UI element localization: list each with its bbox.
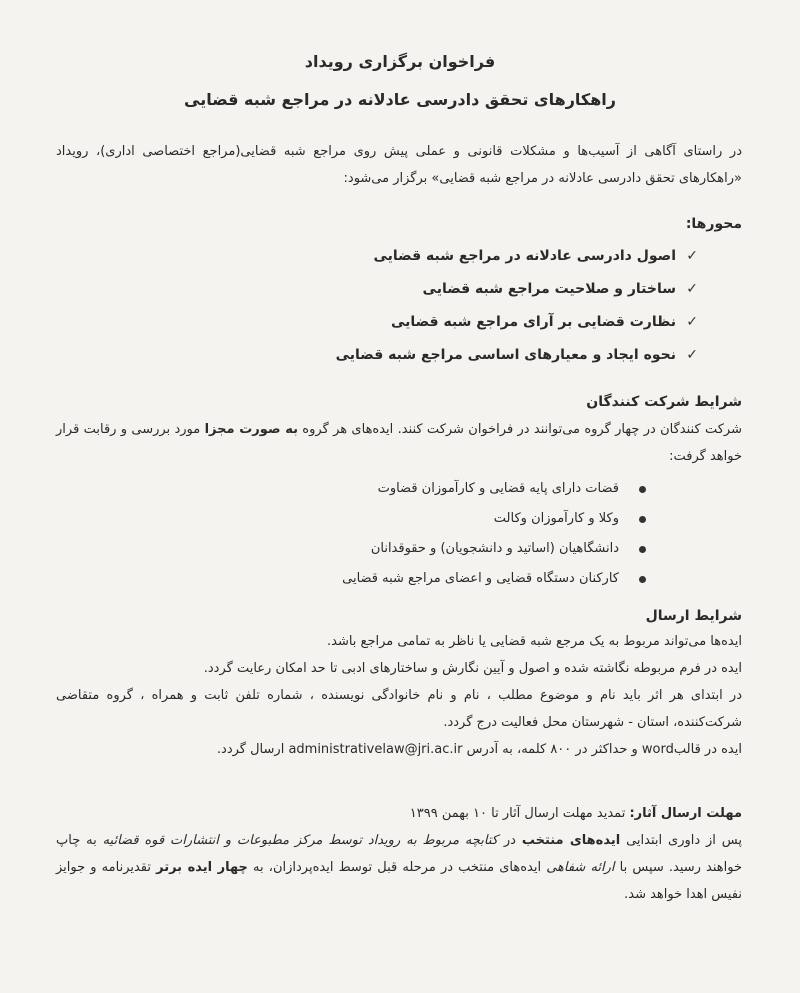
deadline-section (56, 800, 742, 908)
participants-text: شرکت کنندگان در چهار گروه می‌توانند در فراخوان شرکت کنند. ایده‌های هر گروه (297, 422, 742, 437)
deadline-label: مهلت ارسال آثار: (629, 806, 742, 821)
topic-label: نحوه ایجاد و معیارهای اساسی مراجع شبه قضایی (335, 347, 676, 363)
review-italic: ارائه شفاهی (546, 860, 615, 875)
deadline-line (56, 800, 742, 827)
review-text: در (497, 833, 522, 848)
review-emphasis: چهار ایده برتر (156, 860, 248, 875)
sending-line: ایده در فرم مربوطه نگاشته شده و اصول و آیین نگارش و ساختارهای ادبی تا حد امکان رعایت گردد. (203, 661, 742, 676)
sending-line: در ابتدای هر اثر باید نام و موضوع مطلب ، نام و نام خانوادگی نویسنده ، شماره تلفن ثابت و همراه ، گروه متقاضی شرکت‌کننده، استان - شهرستان محل فعالیت درج گردد. (56, 688, 742, 730)
list-item (56, 474, 646, 504)
topic-label: ساختار و صلاحیت مراجع شبه قضایی (422, 281, 676, 297)
checkmark-icon: ✓ (686, 347, 698, 363)
review-text: پس از داوری ابتدایی (620, 833, 742, 848)
list-item (56, 564, 646, 594)
group-label: قضات دارای پایه قضایی و کارآموزان قضاوت (377, 481, 619, 496)
bullet-icon (639, 576, 646, 583)
sending-line: ایده در قالبword و حداکثر در ۸۰۰ کلمه، به آدرس administrativelaw@jri.ac.ir ارسال گردد. (216, 742, 742, 757)
review-paragraph (56, 827, 742, 908)
group-label: وکلا و کارآموزان وکالت (493, 511, 619, 526)
review-text: به چاپ خواهند رسید. سپس با (56, 833, 743, 875)
topic-label: اصول دادرسی عادلانه در مراجع شبه قضایی (373, 248, 676, 264)
sending-section (56, 608, 742, 763)
list-item (56, 273, 698, 306)
participants-heading: شرایط شرکت کنندگان (586, 394, 742, 410)
participants-paragraph (56, 416, 742, 470)
review-text: تقدیرنامه و جوایز نفیس اهدا خواهد شد. (56, 860, 742, 902)
document-title: فراخوان برگزاری رویداد (304, 52, 496, 71)
participants-text-end: مورد بررسی و رقابت قرار خواهد گرفت: (56, 422, 742, 464)
bullet-icon (639, 516, 646, 523)
checkmark-icon: ✓ (686, 248, 698, 264)
topics-heading: محورها: (685, 216, 742, 232)
document-subtitle: راهکارهای تحقق دادرسی عادلانه در مراجع شبه قضایی (184, 90, 616, 109)
list-item (56, 240, 698, 273)
deadline-value: تمدید مهلت ارسال آثار تا ۱۰ بهمن ۱۳۹۹ (409, 806, 630, 821)
topic-label: نظارت قضایی بر آرای مراجع شبه قضایی (390, 314, 676, 330)
checkmark-icon: ✓ (686, 314, 698, 330)
participants-section (56, 394, 742, 594)
sending-heading: شرایط ارسال (645, 608, 742, 624)
sending-line: ایده‌ها می‌تواند مربوط به یک مرجع شبه قضایی یا ناظر به تمامی مراجع باشد. (327, 634, 742, 649)
groups-list (56, 474, 742, 594)
topics-section (56, 216, 742, 372)
review-emphasis: ایده‌های منتخب (521, 833, 621, 848)
topics-list (56, 240, 742, 372)
group-label: دانشگاهیان (اساتید و دانشجویان) و حقوقدانان (370, 541, 619, 556)
list-item (56, 306, 698, 339)
sending-lines (56, 628, 742, 763)
checkmark-icon: ✓ (686, 281, 698, 297)
participants-emphasis: به صورت مجزا (204, 422, 298, 437)
list-item (56, 504, 646, 534)
bullet-icon (639, 546, 646, 553)
list-item (56, 534, 646, 564)
intro-section (56, 138, 742, 192)
list-item (56, 339, 698, 372)
bullet-icon (639, 486, 646, 493)
group-label: کارکنان دستگاه قضایی و اعضای مراجع شبه قضایی (342, 571, 619, 586)
review-text: ایده‌های منتخب در مرحله قبل توسط ایده‌پردازان، به (247, 860, 547, 875)
review-italic: کتابچه مربوط به رویداد توسط مرکز مطبوعات و انتشارات قوه قضائیه (102, 833, 498, 848)
intro-paragraph: در راستای آگاهی از آسیب‌ها و مشکلات قانونی و عملی پیش روی مراجع شبه قضایی(مراجع اختصاصی اداری)، رویداد «راهکارهای تحقق دادرسی عادلانه در مراجع شبه قضایی» برگزار می‌شود: (56, 144, 742, 186)
